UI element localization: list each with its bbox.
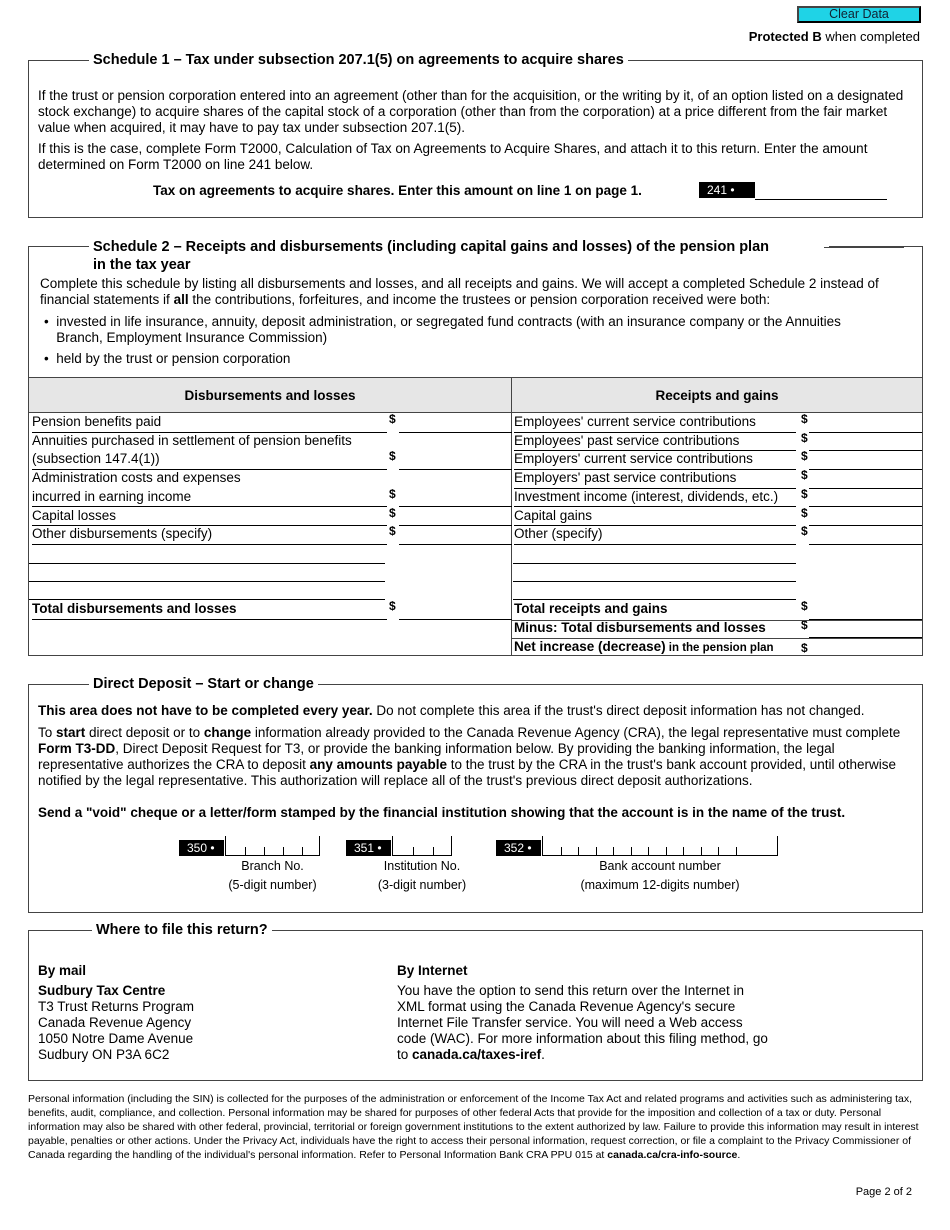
- receipt-row-label: Investment income (interest, dividends, etc.): [514, 489, 796, 508]
- total-receipts-input[interactable]: [809, 601, 922, 620]
- digit-divider: [596, 847, 597, 855]
- other-receipt-specify-input[interactable]: [513, 582, 796, 600]
- schedule-2-intro: Complete this schedule by listing all disbursements and losses, and all receipts and gains. We will accept a completed Schedule 2 instead of financial statements if all the contributions, forfeitures, and income the trustees or pension corporation received were both:: [40, 276, 879, 307]
- schedule-1-paragraph-1: If the trust or pension corporation entered into an agreement (other than for the acquisition, or the writing by it, of an option listed on a designated stock exchange) to acquire shares of the capital stock of a corporation (other than from the corporation) at a price different from the fair market value when acquired, it may have to pay tax under subsection 207.1(5).: [38, 88, 904, 135]
- disbursement-row-label: Pension benefits paid: [32, 414, 387, 433]
- digit-divider: [578, 847, 579, 855]
- dollar-sign: $: [389, 486, 396, 501]
- digit-divider: [264, 847, 265, 855]
- disbursement-row-label: Annuities purchased in settlement of pension benefits: [32, 432, 352, 448]
- dollar-sign: $: [801, 412, 808, 426]
- digit-divider: [302, 847, 303, 855]
- dollar-sign: $: [801, 524, 808, 539]
- line-241-code: 241 •: [699, 182, 755, 198]
- by-mail-heading: By mail: [38, 963, 87, 978]
- dollar-sign: $: [389, 505, 396, 520]
- field-352-input[interactable]: [542, 836, 778, 856]
- other-disbursement-specify-input[interactable]: [29, 582, 385, 600]
- dollar-sign: $: [801, 449, 808, 464]
- receipt-amount-input[interactable]: [809, 470, 922, 489]
- dollar-sign: $: [801, 430, 808, 445]
- receipt-row-label: Employers' current service contributions: [514, 451, 796, 470]
- total-receipts-label: Total receipts and gains: [514, 601, 668, 616]
- protected-b: Protected B: [748, 29, 822, 44]
- total-disbursements-label: Total disbursements and losses: [32, 601, 387, 620]
- deposit-instructions: To start direct deposit or to change information already provided to the Canada Revenue Agency (CRA), the legal representative must complete Form T3-DD, Direct Deposit Request for T3, or provide the banking information below. By providing the banking information, the legal representative authorizes the CRA to deposit any amounts payable to the trust by the CRA in the trust's bank account provided, until otherwise notified by the legal representative. This authorization will replace all of the trust's previous direct deposit authorizations.: [38, 725, 901, 788]
- other-receipt-specify-input[interactable]: [513, 546, 796, 564]
- digit-divider: [561, 847, 562, 855]
- digit-divider: [413, 847, 414, 855]
- field-sublabel: (3-digit number): [377, 878, 467, 892]
- receipt-amount-input[interactable]: [809, 489, 922, 508]
- field-351-input[interactable]: [392, 836, 452, 856]
- total-disbursements-input[interactable]: [399, 601, 512, 620]
- digit-divider: [683, 847, 684, 855]
- dollar-sign: $: [801, 599, 808, 613]
- field-350-input[interactable]: [225, 836, 320, 856]
- bullet-2: • held by the trust or pension corporation: [44, 351, 291, 366]
- other-receipt-specify-input[interactable]: [513, 564, 796, 582]
- other-disbursement-specify-input[interactable]: [29, 564, 385, 582]
- field-sublabel: (5-digit number): [228, 878, 317, 892]
- digit-divider: [648, 847, 649, 855]
- disbursement-row-label: Other disbursements (specify): [32, 526, 387, 545]
- disbursement-row-label: Administration costs and expenses: [32, 470, 241, 486]
- dollar-sign: $: [389, 524, 396, 539]
- receipts-header: Receipts and gains: [512, 377, 922, 413]
- digit-divider: [245, 847, 246, 855]
- digit-divider: [433, 847, 434, 855]
- field-label: Institution No.: [383, 859, 461, 873]
- when-completed: when completed: [821, 29, 920, 44]
- where-to-file-section: [28, 922, 923, 1081]
- bullet-1: • invested in life insurance, annuity, deposit administration, or segregated fund contracts (with an insurance company or the Annuities Branch, Employment Insurance Commission): [44, 314, 841, 345]
- receipt-amount-input[interactable]: [809, 526, 922, 545]
- receipt-row-label: Other (specify): [514, 526, 796, 545]
- disbursement-amount-input[interactable]: [399, 508, 512, 527]
- field-sublabel: (maximum 12-digits number): [580, 878, 740, 892]
- void-cheque-note: Send a "void" cheque or a letter/form stamped by the financial institution showing that the account is in the name of the trust.: [38, 805, 846, 820]
- receipt-amount-input[interactable]: [809, 451, 922, 470]
- disbursements-header: Disbursements and losses: [29, 377, 512, 413]
- dollar-sign: $: [801, 486, 808, 501]
- minus-total-disbursements-input[interactable]: [809, 620, 922, 639]
- digit-divider: [613, 847, 614, 855]
- disbursement-row-label: (subsection 147.4(1)): [32, 451, 387, 470]
- line-241-label: Tax on agreements to acquire shares. Enter this amount on line 1 on page 1.: [153, 183, 642, 198]
- row-divider: [512, 620, 922, 621]
- disbursement-amount-input[interactable]: [399, 414, 512, 433]
- where-to-file-title: Where to file this return?: [92, 921, 272, 939]
- dollar-sign: $: [389, 449, 396, 464]
- receipt-row-label: Employees' past service contributions: [514, 433, 796, 452]
- page-number: Page 2 of 2: [855, 1186, 912, 1198]
- deposit-note: This area does not have to be completed every year. Do not complete this area if the trust's direct deposit information has not changed.: [38, 703, 865, 718]
- digit-divider: [718, 847, 719, 855]
- dollar-sign: $: [801, 617, 808, 632]
- protected-b-label: [749, 29, 920, 45]
- field-label: Bank account number: [599, 859, 721, 873]
- disbursement-amount-input[interactable]: [399, 451, 512, 470]
- disbursement-amount-input[interactable]: [399, 526, 512, 545]
- legend-rule: [824, 247, 904, 248]
- field-352-code: 352 •: [496, 840, 541, 856]
- field-351-code: 351 •: [346, 840, 391, 856]
- dollar-sign: $: [389, 599, 396, 613]
- digit-divider: [631, 847, 632, 855]
- receipt-amount-input[interactable]: [809, 508, 922, 527]
- receipt-row-label: Employers' past service contributions: [514, 470, 796, 489]
- dollar-sign: $: [801, 468, 808, 483]
- schedule-2-section: [28, 239, 923, 656]
- internet-text: You have the option to send this return over the Internet in XML format using the Canada Revenue Agency's secure Internet File Transfer service. You will need a Web access code (WAC). For more information about this filing method, go to canada.ca/taxes-iref.: [397, 983, 768, 1062]
- disbursement-row-label: incurred in earning income: [32, 489, 387, 508]
- net-increase-label: Net increase (decrease) in the pension plan: [514, 639, 774, 655]
- iref-link[interactable]: canada.ca/taxes-iref: [412, 1047, 542, 1062]
- receipt-amount-input[interactable]: [809, 414, 922, 433]
- schedule-2-title: Schedule 2 – Receipts and disbursements (including capital gains and losses) of the pension plan in the tax year: [89, 238, 829, 274]
- other-disbursement-specify-input[interactable]: [29, 546, 385, 564]
- minus-total-disbursements-label: Minus: Total disbursements and losses: [514, 619, 766, 635]
- field-label: Branch No.: [241, 859, 304, 873]
- net-increase-input[interactable]: [809, 638, 922, 657]
- digit-divider: [283, 847, 284, 855]
- dollar-sign: $: [389, 412, 396, 426]
- schedule-1-title: Schedule 1 – Tax under subsection 207.1(5) on agreements to acquire shares: [89, 51, 628, 69]
- receipt-row-label: Capital gains: [514, 508, 796, 527]
- by-internet-heading: By Internet: [397, 963, 468, 978]
- direct-deposit-section: [28, 676, 923, 913]
- field-350-code: 350 •: [179, 840, 224, 856]
- disbursement-amount-input[interactable]: [399, 489, 512, 508]
- disbursement-row-label: Capital losses: [32, 508, 387, 527]
- receipt-row-label: Employees' current service contributions: [514, 414, 796, 433]
- privacy-notice: Personal information (including the SIN) is collected for the purposes of the administration or enforcement of the Income Tax Act and related programs and activities such as administering tax, benefits, audit, compliance, and collection. Personal information may be shared for purposes of other federal Acts that provide for the imposition and collection of a tax or duty. Personal information may also be shared with other federal, provincial, territorial or foreign government institutions to the extent authorized by law. Failure to provide this information may result in interest payable, penalties or other actions. Under the Privacy Act, individuals have the right to access their personal information, request correction, or file a complaint to the Privacy Commissioner of Canada regarding the handling of the individual's personal information. Refer to Personal Information Bank CRA PPU 015 at canada.ca/cra-info-source.: [28, 1093, 919, 1161]
- direct-deposit-title: Direct Deposit – Start or change: [89, 675, 318, 693]
- digit-divider: [666, 847, 667, 855]
- clear-data-button[interactable]: Clear Data: [797, 6, 921, 23]
- dollar-sign: $: [801, 641, 808, 656]
- digit-divider: [736, 847, 737, 855]
- dollar-sign: $: [801, 505, 808, 520]
- schedule-1-paragraph-2: If this is the case, complete Form T2000, Calculation of Tax on Agreements to Acquire Shares, and attach it to this return. Enter the amount determined on Form T2000 on line 241 below.: [38, 141, 868, 172]
- mail-address: Sudbury Tax Centre T3 Trust Returns Program Canada Revenue Agency 1050 Notre Dame Avenue Sudbury ON P3A 6C2: [38, 983, 195, 1062]
- info-source-link[interactable]: canada.ca/cra-info-source: [607, 1149, 738, 1161]
- receipt-amount-input[interactable]: [809, 433, 922, 452]
- schedule-1-section: [28, 52, 923, 218]
- line-241-input[interactable]: [755, 182, 887, 200]
- digit-divider: [701, 847, 702, 855]
